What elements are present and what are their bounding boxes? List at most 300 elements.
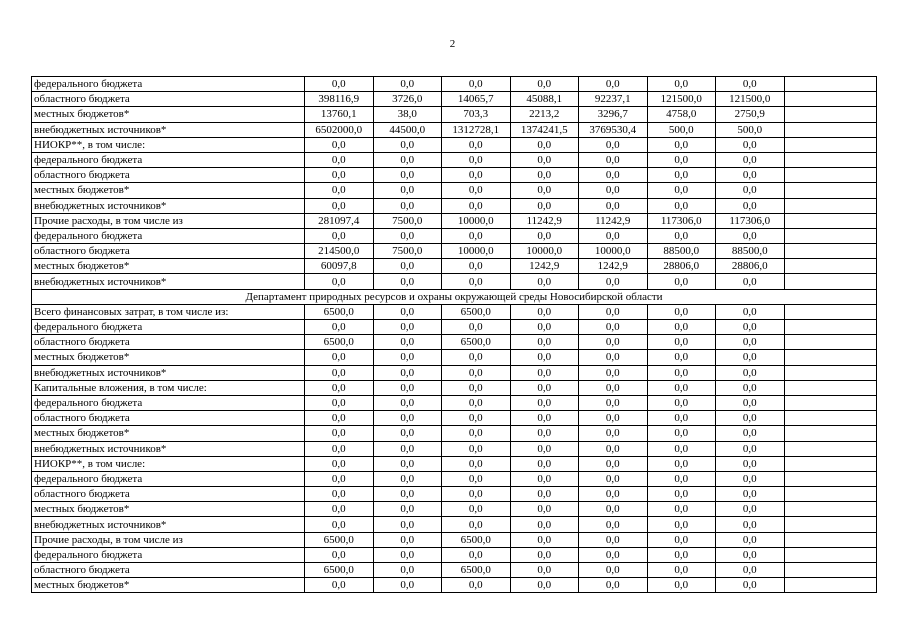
empty-cell (784, 441, 877, 456)
table-row (32, 532, 877, 547)
table-row (32, 183, 877, 198)
row-label: областного бюджета (32, 563, 305, 578)
table-row (32, 274, 877, 289)
value-cell: 3296,7 (579, 107, 648, 122)
value-cell: 0,0 (305, 517, 374, 532)
value-cell: 0,0 (442, 183, 511, 198)
row-label: федерального бюджета (32, 152, 305, 167)
empty-cell (784, 107, 877, 122)
value-cell: 0,0 (510, 426, 579, 441)
value-cell: 0,0 (373, 411, 442, 426)
value-cell: 0,0 (373, 487, 442, 502)
value-cell: 0,0 (716, 380, 785, 395)
value-cell: 0,0 (579, 350, 648, 365)
value-cell: 0,0 (579, 183, 648, 198)
value-cell: 0,0 (579, 365, 648, 380)
empty-cell (784, 259, 877, 274)
value-cell: 38,0 (373, 107, 442, 122)
value-cell: 0,0 (442, 395, 511, 410)
value-cell: 88500,0 (716, 244, 785, 259)
table-row (32, 122, 877, 137)
value-cell: 0,0 (442, 152, 511, 167)
value-cell: 6500,0 (305, 532, 374, 547)
value-cell: 0,0 (647, 137, 716, 152)
value-cell: 0,0 (510, 228, 579, 243)
table-row (32, 365, 877, 380)
value-cell: 0,0 (716, 335, 785, 350)
row-label: местных бюджетов* (32, 183, 305, 198)
value-cell: 0,0 (305, 137, 374, 152)
empty-cell (784, 198, 877, 213)
value-cell: 0,0 (510, 578, 579, 593)
row-label: областного бюджета (32, 244, 305, 259)
value-cell: 0,0 (647, 532, 716, 547)
empty-cell (784, 77, 877, 92)
row-label: внебюджетных источников* (32, 122, 305, 137)
value-cell: 0,0 (510, 152, 579, 167)
section-row (32, 289, 877, 304)
value-cell: 500,0 (716, 122, 785, 137)
value-cell: 1242,9 (510, 259, 579, 274)
value-cell: 10000,0 (442, 244, 511, 259)
empty-cell (784, 547, 877, 562)
value-cell: 3769530,4 (579, 122, 648, 137)
value-cell: 0,0 (510, 487, 579, 502)
row-label: областного бюджета (32, 168, 305, 183)
value-cell: 0,0 (442, 350, 511, 365)
value-cell: 6500,0 (305, 335, 374, 350)
value-cell: 0,0 (579, 532, 648, 547)
value-cell: 0,0 (510, 77, 579, 92)
value-cell: 0,0 (442, 137, 511, 152)
value-cell: 0,0 (716, 152, 785, 167)
value-cell: 28806,0 (647, 259, 716, 274)
value-cell: 0,0 (305, 274, 374, 289)
table-row (32, 471, 877, 486)
row-label: Капитальные вложения, в том числе: (32, 380, 305, 395)
value-cell: 0,0 (579, 547, 648, 562)
value-cell: 0,0 (579, 563, 648, 578)
value-cell: 0,0 (305, 441, 374, 456)
table-row (32, 137, 877, 152)
row-label: местных бюджетов* (32, 578, 305, 593)
value-cell: 0,0 (373, 183, 442, 198)
empty-cell (784, 244, 877, 259)
value-cell: 0,0 (647, 380, 716, 395)
value-cell: 117306,0 (716, 213, 785, 228)
value-cell: 1242,9 (579, 259, 648, 274)
empty-cell (784, 122, 877, 137)
value-cell: 0,0 (442, 547, 511, 562)
table-row (32, 350, 877, 365)
value-cell: 0,0 (579, 320, 648, 335)
value-cell: 0,0 (442, 411, 511, 426)
value-cell: 0,0 (373, 532, 442, 547)
value-cell: 0,0 (305, 320, 374, 335)
value-cell: 0,0 (510, 320, 579, 335)
value-cell: 88500,0 (647, 244, 716, 259)
value-cell: 0,0 (579, 274, 648, 289)
row-label: внебюджетных источников* (32, 274, 305, 289)
value-cell: 0,0 (716, 547, 785, 562)
value-cell: 6500,0 (305, 563, 374, 578)
value-cell: 0,0 (510, 365, 579, 380)
empty-cell (784, 92, 877, 107)
value-cell: 0,0 (305, 471, 374, 486)
table-row (32, 517, 877, 532)
value-cell: 0,0 (373, 456, 442, 471)
value-cell: 0,0 (510, 274, 579, 289)
value-cell: 4758,0 (647, 107, 716, 122)
value-cell: 0,0 (373, 441, 442, 456)
value-cell: 0,0 (373, 502, 442, 517)
value-cell: 0,0 (442, 380, 511, 395)
value-cell: 0,0 (373, 547, 442, 562)
value-cell: 0,0 (305, 411, 374, 426)
value-cell: 0,0 (373, 578, 442, 593)
value-cell: 0,0 (373, 517, 442, 532)
value-cell: 0,0 (579, 228, 648, 243)
value-cell: 6500,0 (305, 304, 374, 319)
value-cell: 0,0 (442, 471, 511, 486)
table-row (32, 320, 877, 335)
value-cell: 0,0 (442, 228, 511, 243)
value-cell: 0,0 (716, 320, 785, 335)
value-cell: 14065,7 (442, 92, 511, 107)
row-label: Всего финансовых затрат, в том числе из: (32, 304, 305, 319)
value-cell: 0,0 (647, 228, 716, 243)
value-cell: 0,0 (373, 320, 442, 335)
value-cell: 28806,0 (716, 259, 785, 274)
value-cell: 0,0 (716, 168, 785, 183)
empty-cell (784, 532, 877, 547)
value-cell: 0,0 (510, 168, 579, 183)
value-cell: 45088,1 (510, 92, 579, 107)
value-cell: 0,0 (442, 441, 511, 456)
value-cell: 0,0 (510, 183, 579, 198)
value-cell: 0,0 (716, 183, 785, 198)
value-cell: 11242,9 (579, 213, 648, 228)
value-cell: 0,0 (647, 395, 716, 410)
row-label: федерального бюджета (32, 471, 305, 486)
value-cell: 0,0 (510, 532, 579, 547)
empty-cell (784, 517, 877, 532)
value-cell: 0,0 (716, 517, 785, 532)
value-cell: 0,0 (716, 304, 785, 319)
row-label: федерального бюджета (32, 547, 305, 562)
value-cell: 0,0 (510, 304, 579, 319)
table-row (32, 259, 877, 274)
value-cell: 0,0 (305, 380, 374, 395)
value-cell: 0,0 (442, 456, 511, 471)
value-cell: 0,0 (579, 578, 648, 593)
value-cell: 0,0 (579, 456, 648, 471)
empty-cell (784, 320, 877, 335)
table-row (32, 107, 877, 122)
empty-cell (784, 471, 877, 486)
value-cell: 10000,0 (579, 244, 648, 259)
value-cell: 0,0 (647, 365, 716, 380)
row-label: местных бюджетов* (32, 426, 305, 441)
value-cell: 3726,0 (373, 92, 442, 107)
row-label: НИОКР**, в том числе: (32, 137, 305, 152)
table-row (32, 441, 877, 456)
value-cell: 0,0 (442, 77, 511, 92)
row-label: областного бюджета (32, 92, 305, 107)
table-row (32, 426, 877, 441)
value-cell: 0,0 (647, 563, 716, 578)
value-cell: 0,0 (510, 395, 579, 410)
value-cell: 0,0 (579, 152, 648, 167)
empty-cell (784, 395, 877, 410)
value-cell: 0,0 (373, 335, 442, 350)
value-cell: 0,0 (442, 168, 511, 183)
value-cell: 0,0 (442, 365, 511, 380)
value-cell: 0,0 (442, 198, 511, 213)
value-cell: 0,0 (373, 168, 442, 183)
value-cell: 7500,0 (373, 213, 442, 228)
value-cell: 214500,0 (305, 244, 374, 259)
row-label: областного бюджета (32, 411, 305, 426)
value-cell: 0,0 (647, 350, 716, 365)
empty-cell (784, 578, 877, 593)
value-cell: 0,0 (716, 395, 785, 410)
value-cell: 0,0 (579, 487, 648, 502)
value-cell: 13760,1 (305, 107, 374, 122)
value-cell: 0,0 (716, 578, 785, 593)
value-cell: 0,0 (716, 411, 785, 426)
value-cell: 0,0 (373, 350, 442, 365)
row-label: местных бюджетов* (32, 502, 305, 517)
value-cell: 0,0 (716, 471, 785, 486)
page-number: 2 (449, 38, 456, 50)
empty-cell (784, 168, 877, 183)
budget-table (31, 76, 877, 593)
value-cell: 0,0 (579, 471, 648, 486)
value-cell: 0,0 (716, 441, 785, 456)
value-cell: 0,0 (647, 578, 716, 593)
value-cell: 0,0 (647, 441, 716, 456)
value-cell: 1374241,5 (510, 122, 579, 137)
value-cell: 0,0 (305, 168, 374, 183)
value-cell: 0,0 (579, 441, 648, 456)
value-cell: 398116,9 (305, 92, 374, 107)
table-row (32, 411, 877, 426)
value-cell: 0,0 (716, 502, 785, 517)
empty-cell (784, 411, 877, 426)
value-cell: 0,0 (373, 426, 442, 441)
value-cell: 0,0 (647, 183, 716, 198)
value-cell: 0,0 (647, 547, 716, 562)
value-cell: 6500,0 (442, 532, 511, 547)
empty-cell (784, 456, 877, 471)
value-cell: 703,3 (442, 107, 511, 122)
value-cell: 281097,4 (305, 213, 374, 228)
empty-cell (784, 304, 877, 319)
row-label: Прочие расходы, в том числе из (32, 213, 305, 228)
row-label: федерального бюджета (32, 77, 305, 92)
value-cell: 0,0 (579, 380, 648, 395)
budget-table-body (32, 77, 877, 593)
empty-cell (784, 335, 877, 350)
value-cell: 0,0 (579, 426, 648, 441)
section-title: Департамент природных ресурсов и охраны окружающей среды Новосибирской области (32, 289, 877, 304)
value-cell: 0,0 (373, 471, 442, 486)
value-cell: 0,0 (716, 365, 785, 380)
value-cell: 0,0 (305, 365, 374, 380)
empty-cell (784, 152, 877, 167)
value-cell: 0,0 (579, 168, 648, 183)
value-cell: 0,0 (647, 320, 716, 335)
value-cell: 0,0 (305, 456, 374, 471)
value-cell: 0,0 (647, 304, 716, 319)
value-cell: 500,0 (647, 122, 716, 137)
value-cell: 1312728,1 (442, 122, 511, 137)
table-row (32, 228, 877, 243)
value-cell: 0,0 (647, 198, 716, 213)
table-row (32, 395, 877, 410)
value-cell: 0,0 (305, 183, 374, 198)
value-cell: 0,0 (305, 395, 374, 410)
empty-cell (784, 228, 877, 243)
value-cell: 0,0 (579, 198, 648, 213)
value-cell: 0,0 (373, 137, 442, 152)
row-label: местных бюджетов* (32, 259, 305, 274)
value-cell: 0,0 (373, 274, 442, 289)
empty-cell (784, 563, 877, 578)
value-cell: 0,0 (305, 578, 374, 593)
value-cell: 0,0 (647, 487, 716, 502)
value-cell: 0,0 (510, 198, 579, 213)
value-cell: 0,0 (716, 137, 785, 152)
value-cell: 0,0 (373, 259, 442, 274)
table-row (32, 502, 877, 517)
empty-cell (784, 502, 877, 517)
value-cell: 0,0 (716, 350, 785, 365)
row-label: внебюджетных источников* (32, 198, 305, 213)
row-label: местных бюджетов* (32, 107, 305, 122)
value-cell: 0,0 (305, 426, 374, 441)
value-cell: 0,0 (647, 152, 716, 167)
table-row (32, 168, 877, 183)
value-cell: 0,0 (510, 335, 579, 350)
table-row (32, 213, 877, 228)
value-cell: 7500,0 (373, 244, 442, 259)
value-cell: 0,0 (510, 563, 579, 578)
row-label: федерального бюджета (32, 395, 305, 410)
empty-cell (784, 487, 877, 502)
value-cell: 0,0 (647, 471, 716, 486)
table-row (32, 578, 877, 593)
value-cell: 0,0 (442, 487, 511, 502)
table-row (32, 456, 877, 471)
row-label: внебюджетных источников* (32, 365, 305, 380)
value-cell: 0,0 (510, 137, 579, 152)
value-cell: 6500,0 (442, 335, 511, 350)
value-cell: 92237,1 (579, 92, 648, 107)
value-cell: 0,0 (510, 502, 579, 517)
value-cell: 0,0 (510, 441, 579, 456)
value-cell: 0,0 (579, 77, 648, 92)
empty-cell (784, 426, 877, 441)
value-cell: 11242,9 (510, 213, 579, 228)
value-cell: 0,0 (510, 547, 579, 562)
table-row (32, 547, 877, 562)
value-cell: 0,0 (716, 487, 785, 502)
value-cell: 0,0 (373, 228, 442, 243)
value-cell: 0,0 (305, 350, 374, 365)
table-row (32, 244, 877, 259)
value-cell: 0,0 (579, 304, 648, 319)
table-row (32, 152, 877, 167)
value-cell: 0,0 (373, 198, 442, 213)
value-cell: 0,0 (510, 517, 579, 532)
value-cell: 121500,0 (716, 92, 785, 107)
row-label: федерального бюджета (32, 228, 305, 243)
value-cell: 0,0 (373, 563, 442, 578)
value-cell: 0,0 (647, 77, 716, 92)
value-cell: 0,0 (442, 259, 511, 274)
value-cell: 6502000,0 (305, 122, 374, 137)
value-cell: 6500,0 (442, 563, 511, 578)
value-cell: 0,0 (716, 563, 785, 578)
empty-cell (784, 365, 877, 380)
value-cell: 0,0 (305, 152, 374, 167)
value-cell: 0,0 (442, 517, 511, 532)
value-cell: 0,0 (579, 137, 648, 152)
value-cell: 0,0 (510, 380, 579, 395)
value-cell: 10000,0 (442, 213, 511, 228)
value-cell: 0,0 (647, 274, 716, 289)
value-cell: 0,0 (716, 532, 785, 547)
value-cell: 0,0 (442, 274, 511, 289)
table-row (32, 335, 877, 350)
table-row (32, 304, 877, 319)
value-cell: 6500,0 (442, 304, 511, 319)
value-cell: 0,0 (305, 198, 374, 213)
value-cell: 60097,8 (305, 259, 374, 274)
value-cell: 0,0 (373, 365, 442, 380)
row-label: внебюджетных источников* (32, 441, 305, 456)
value-cell: 0,0 (373, 77, 442, 92)
value-cell: 0,0 (442, 320, 511, 335)
empty-cell (784, 350, 877, 365)
value-cell: 0,0 (510, 411, 579, 426)
value-cell: 0,0 (716, 77, 785, 92)
row-label: областного бюджета (32, 335, 305, 350)
value-cell: 2213,2 (510, 107, 579, 122)
value-cell: 10000,0 (510, 244, 579, 259)
value-cell: 0,0 (579, 517, 648, 532)
row-label: НИОКР**, в том числе: (32, 456, 305, 471)
table-row (32, 198, 877, 213)
value-cell: 0,0 (305, 547, 374, 562)
value-cell: 0,0 (716, 228, 785, 243)
table-row (32, 563, 877, 578)
empty-cell (784, 213, 877, 228)
value-cell: 0,0 (579, 335, 648, 350)
value-cell: 0,0 (579, 502, 648, 517)
value-cell: 0,0 (647, 411, 716, 426)
value-cell: 0,0 (716, 274, 785, 289)
empty-cell (784, 137, 877, 152)
value-cell: 0,0 (442, 502, 511, 517)
value-cell: 0,0 (579, 411, 648, 426)
value-cell: 0,0 (510, 456, 579, 471)
value-cell: 0,0 (305, 228, 374, 243)
value-cell: 0,0 (305, 487, 374, 502)
value-cell: 0,0 (647, 502, 716, 517)
